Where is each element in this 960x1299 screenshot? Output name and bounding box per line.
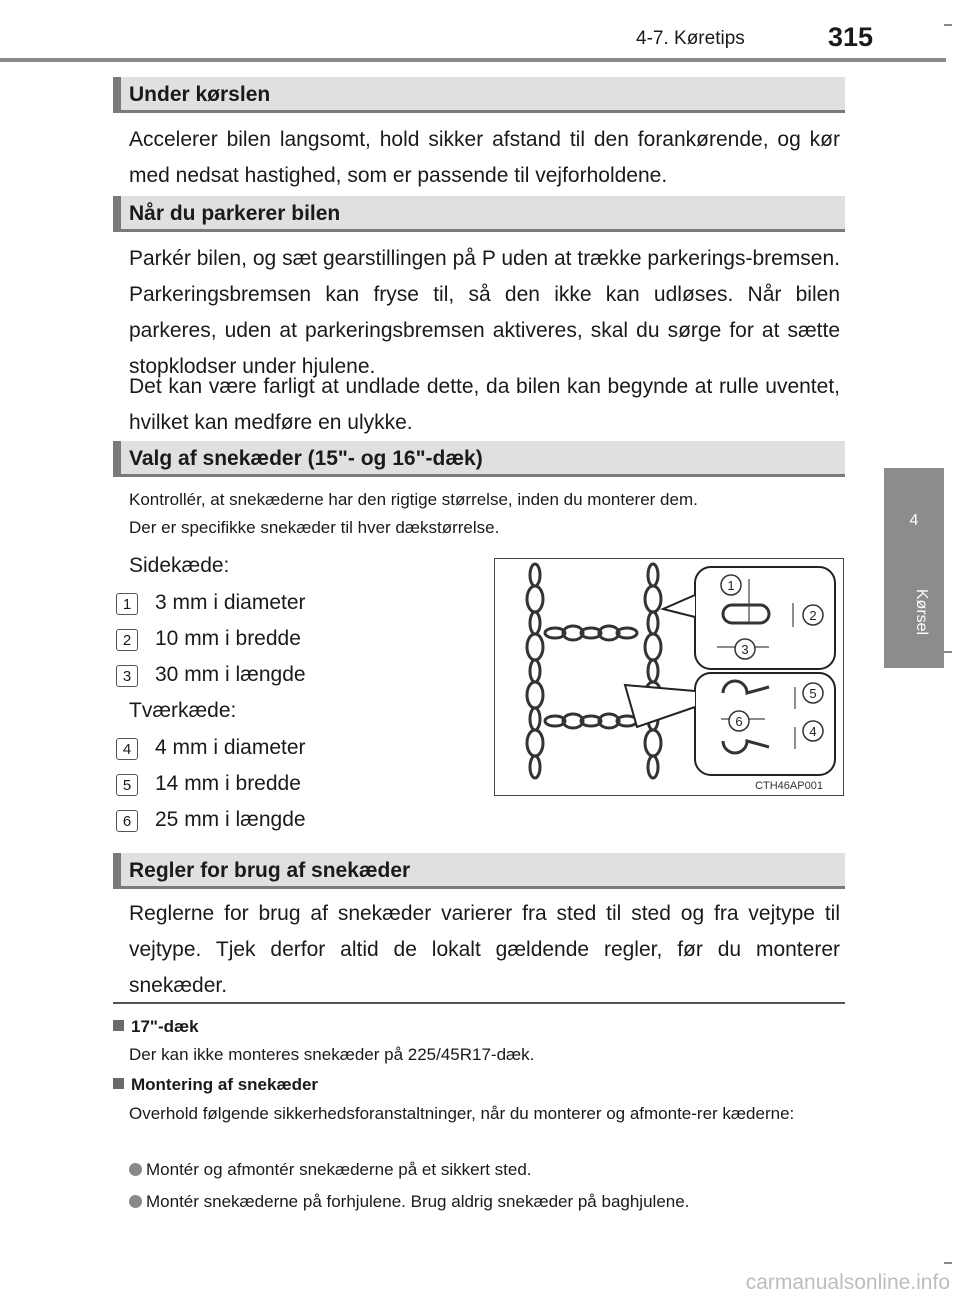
spec-number: 3 [116, 665, 138, 687]
note-title-mounting: Montering af snekæder [113, 1075, 318, 1095]
figure-code: CTH46AP001 [755, 780, 823, 792]
section-label: 4-7. Køretips [636, 28, 745, 49]
header-rule [0, 58, 946, 62]
bullet-item: Montér og afmontér snekæderne på et sikkert sted. [129, 1158, 841, 1181]
chain-note-1: Kontrollér, at snekæderne har den rigtige størrelse, inden du monterer dem. [129, 490, 698, 509]
note-text-mounting: Overhold følgende sikkerhedsforanstaltninger, når du monterer og afmonte-rer kæderne: [129, 1104, 795, 1123]
callout-4: 4 [809, 724, 817, 739]
heading-parking: Når du parkerer bilen [113, 196, 845, 232]
page-number: 315 [828, 22, 874, 52]
note-title-17-inch: 17"-dæk [113, 1017, 199, 1037]
callout-1: 1 [727, 578, 735, 593]
heading-chain-rules: Regler for brug af snekæder [113, 853, 845, 889]
parking-text-2: Det kan være farligt at undlade dette, da bilen kan begynde at rulle uventet, hvilket kan medføre en ulykke. [129, 375, 840, 434]
callout-3: 3 [741, 642, 749, 657]
heading-chain-selection: Valg af snekæder (15"- og 16"-dæk) [113, 441, 845, 477]
bullet-item: Montér snekæderne på forhjulene. Brug aldrig snekæder på baghjulene. [129, 1190, 841, 1213]
driving-text: Accelerer bilen langsomt, hold sikker afstand til den forankørende, og kør med nedsat hastighed, som er passende til vejforholdene. [129, 128, 840, 187]
spec-value: 3 mm i diameter [155, 591, 306, 614]
spec-number: 2 [116, 629, 138, 651]
spec-value: 4 mm i diameter [155, 736, 306, 759]
spec-number: 4 [116, 738, 138, 760]
spec-number: 1 [116, 593, 138, 615]
watermark: carmanualsonline.info [745, 1271, 950, 1294]
heading-driving: Under kørslen [113, 77, 845, 113]
spec-value: 30 mm i længde [155, 663, 306, 686]
chain-illustration [495, 559, 842, 794]
circle-bullet-icon [129, 1163, 142, 1176]
spec-number: 6 [116, 810, 138, 832]
spec-number: 5 [116, 774, 138, 796]
section-divider [113, 1002, 845, 1004]
callout-5: 5 [809, 686, 817, 701]
spec-value: 25 mm i længde [155, 808, 306, 831]
square-bullet-icon [113, 1078, 124, 1089]
cross-chain-label: Tværkæde: [129, 699, 237, 722]
crop-mark [944, 1262, 952, 1264]
chapter-title: Kørsel [913, 588, 930, 636]
callout-2: 2 [809, 608, 817, 623]
chapter-tab[interactable] [884, 468, 944, 668]
note-text-17-inch: Der kan ikke monteres snekæder på 225/45R17-dæk. [129, 1045, 535, 1064]
callout-6: 6 [735, 714, 743, 729]
circle-bullet-icon [129, 1195, 142, 1208]
crop-mark [944, 651, 952, 653]
square-bullet-icon [113, 1020, 124, 1031]
rules-text: Reglerne for brug af snekæder varierer fra sted til sted og fra vejtype til vejtype. Tjek derfor altid de lokalt gældende regler, før du monterer snekæder. [129, 902, 840, 997]
snow-chain-figure [494, 558, 844, 796]
spec-value: 14 mm i bredde [155, 772, 301, 795]
parking-text-1: Parkér bilen, og sæt gearstillingen på P uden at trække parkerings-bremsen. Parkeringsbremsen kan fryse til, så den ikke kan udløses. Når bilen parkeres, uden at parkeringsbremsen aktiveres, skal du sørge for at sætte stopklodser under hjulene. [129, 247, 840, 378]
side-chain-label: Sidekæde: [129, 554, 230, 577]
chain-note-2: Der er specifikke snekæder til hver dækstørrelse. [129, 518, 500, 537]
crop-mark [944, 24, 952, 26]
spec-value: 10 mm i bredde [155, 627, 301, 650]
chapter-number: 4 [909, 512, 919, 529]
